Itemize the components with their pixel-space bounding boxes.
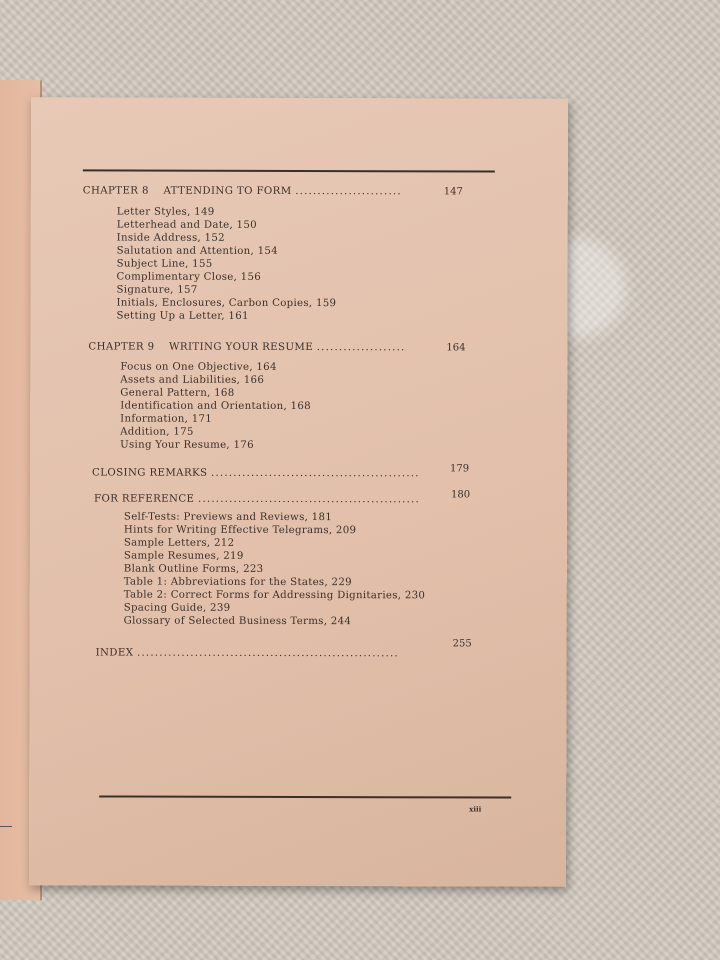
- toc-subentry: Addition, 175: [120, 426, 194, 438]
- toc-subentry: Signature, 157: [116, 284, 198, 296]
- toc-subentry: Hints for Writing Effective Telegrams, 209: [123, 524, 357, 537]
- folio-page-number: xiii: [469, 804, 482, 814]
- leader-dots: ..................................................: [198, 493, 420, 506]
- leader-dots: ........................: [295, 185, 402, 198]
- section-title: CLOSING REMARKS: [92, 467, 208, 479]
- chapter-title: ATTENDING TO FORM: [163, 185, 292, 197]
- toc-chapter-8: [83, 185, 402, 197]
- toc-subentry: Assets and Liabilities, 166: [120, 374, 265, 386]
- page-number: 180: [450, 489, 471, 501]
- toc-subentry: Table 1: Abbreviations for the States, 229: [123, 576, 352, 589]
- leader-dots: ....................: [316, 342, 406, 354]
- toc-subentry: Self-Tests: Previews and Reviews, 181: [123, 511, 333, 524]
- toc-subentry: Letter Styles, 149: [116, 206, 215, 218]
- toc-subentry: Sample Resumes, 219: [123, 550, 244, 562]
- facing-page-mark: [0, 826, 12, 827]
- toc-subentry: Complimentary Close, 156: [116, 271, 262, 283]
- chapter-label: CHAPTER 8: [82, 185, 149, 197]
- leader-dots: ...........................................................: [137, 647, 399, 660]
- toc-subentry: Setting Up a Letter, 161: [116, 310, 249, 322]
- toc-subentry: Table 2: Correct Forms for Addressing Dignitaries, 230: [123, 589, 426, 602]
- toc-subentry: General Pattern, 168: [120, 387, 235, 399]
- toc-subentry: Focus on One Objective, 164: [120, 361, 277, 373]
- top-rule: [83, 169, 495, 172]
- toc-subentry: Spacing Guide, 239: [123, 602, 231, 614]
- page-number: 255: [452, 638, 472, 650]
- page-number: 164: [446, 342, 466, 354]
- toc-subentry: Initials, Enclosures, Carbon Copies, 159: [116, 297, 337, 310]
- toc-closing-remarks: [92, 467, 420, 479]
- section-title: FOR REFERENCE: [93, 493, 195, 505]
- leader-dots: ...............................................: [211, 467, 420, 480]
- toc-subentry: Identification and Orientation, 168: [120, 400, 311, 413]
- section-title: INDEX: [95, 647, 134, 659]
- book-page: [29, 97, 568, 886]
- toc-chapter-9: [88, 341, 405, 353]
- toc-subentry: Sample Letters, 212: [123, 537, 235, 549]
- toc-subentry: Glossary of Selected Business Terms, 244: [123, 615, 352, 628]
- toc-index: [96, 647, 399, 659]
- page-number: 179: [450, 463, 470, 475]
- toc-subentry: Using Your Resume, 176: [120, 439, 254, 451]
- toc-subentry: Inside Address, 152: [116, 232, 225, 244]
- toc-subentry: Information, 171: [120, 413, 213, 425]
- chapter-title: WRITING YOUR RESUME: [169, 341, 314, 354]
- toc-subentry: Salutation and Attention, 154: [116, 245, 278, 257]
- toc-subentry: Letterhead and Date, 150: [116, 219, 257, 231]
- toc-for-reference: [94, 493, 420, 505]
- page-number: 147: [443, 186, 463, 198]
- chapter-label: CHAPTER 9: [88, 341, 155, 353]
- toc-subentry: Subject Line, 155: [116, 258, 213, 270]
- bottom-rule: [99, 795, 511, 798]
- toc-subentry: Blank Outline Forms, 223: [123, 563, 264, 575]
